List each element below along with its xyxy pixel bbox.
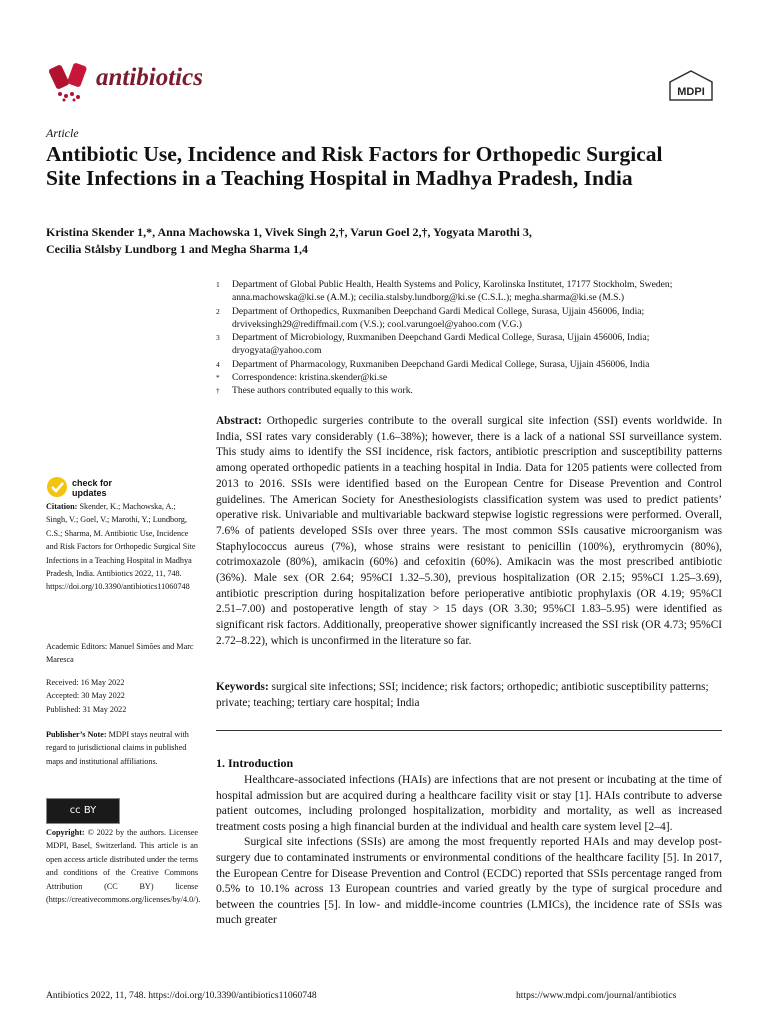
keywords-label: Keywords: <box>216 681 269 693</box>
mdpi-logo-icon <box>668 70 714 102</box>
article-type: Article <box>46 126 79 140</box>
abstract-text: Orthopedic surgeries contribute to the overall surgical site infection (SSI) events worldwide. In India, SSI rates vary considerably (1.6–38%); however, there is a lack of a national SSI surveillance system. This study aims to identify the SSI incidence, risk factors, antibiotic prescription and susceptibility patterns among operated orthopedic patients in a teaching hospital in India. Data for 1205 patients were collected from 2013 to 2016. SSIs were identified based on the European Centre for Disease Prevention and Control guidelines. The American Society for Anesthesiologists classification system was used to predict patients’ operative risk. Univariable and multivariable backward stepwise logistic regressions were performed. Overall, 7.6% of patients developed SSIs over three years. The most common SSIs causative microorganism was Staphylococcus aureus (7%), whose strains were resistant to penicillin (100%), erythromycin (80%), cotrimoxazole (80%), amikacin (60%) and cefoxitin (60%). Amikacin was the most prescribed antibiotic (36%). Male sex (OR 2.64; 95%CI 1.32–5.30), previous hospitalization (OR 2.15; 95%CI 1.25–3.69), antibiotic prescription during hospitalization before perioperative antibiotic prophylaxis (OR 4.19; 95%CI 2.51–7.00) and postoperative length of stay > 15 days (OR 3.30; 95%CI 1.83–5.95) were identified as significant risk factors. Additionally, preoperative shower significantly increased the SSI risk (OR 4.73; 95%CI 2.72–8.22), which is unconfirmed in the literature so far. <box>216 415 722 647</box>
affiliation-item: * Correspondence: kristina.skender@ki.se <box>216 372 388 384</box>
author-line-2: Cecilia Stålsby Lundborg 1 and Megha Sharma 1,4 <box>46 242 309 256</box>
check-updates-label: check for updates <box>72 478 113 498</box>
section-heading-introduction: 1. Introduction <box>216 756 294 770</box>
mdpi-logo-text: MDPI <box>677 86 705 98</box>
journal-logo-icon <box>46 60 92 104</box>
footer-citation: Antibiotics 2022, 11, 748. https://doi.org/10.3390/antibiotics11060748 <box>46 990 317 1001</box>
journal-name: antibiotics <box>96 64 203 91</box>
received-date: Received: 16 May 2022 <box>46 678 125 687</box>
intro-paragraph-2: Surgical site infections (SSIs) are among the most frequently reported HAIs and may develop post-surgery due to contaminated instruments or environmental conditions of the healthcare facility [5]. In 2017, the European Centre for Disease Prevention and Control (ECDC) reported that SSIs percentage ranged from 0.5% to 10.1% across 13 European countries and varied greatly by the type of surgical procedure and between the countries [5]. In low- and middle-income countries (LMICs), the incidence rate of SSIs was much greater <box>216 835 722 927</box>
affiliations <box>216 278 726 398</box>
keywords <box>216 680 722 711</box>
accepted-date: Accepted: 30 May 2022 <box>46 691 125 701</box>
publisher-note: Publisher’s Note: MDPI stays neutral with regard to jurisdictional claims in published maps and institutional affiliations. <box>46 730 189 766</box>
copyright-block: Copyright: © 2022 by the authors. Licensee MDPI, Basel, Switzerland. This article is an open access article distributed under the terms and conditions of the Creative Commons Attribution (CC BY) license (https://creativecommons.org/licenses/by/4.0/). <box>46 828 201 905</box>
introduction-body <box>216 772 722 928</box>
dates <box>46 676 198 716</box>
published-date: Published: 31 May 2022 <box>46 704 127 714</box>
affiliation-item: 1 Department of Global Public Health, Health Systems and Policy, Karolinska Institutet, 17177 Stockholm, Sweden; anna.machowska@ki.se (A.M.); cecilia.stalsby.lundborg@ki.se (C.S.L.); megha.sharma@ki.se (M.S.) <box>216 279 673 304</box>
abstract-label: Abstract: <box>216 415 262 427</box>
abstract <box>216 414 722 650</box>
footer-journal-url[interactable]: https://www.mdpi.com/journal/antibiotics <box>516 990 677 1001</box>
affiliation-item: 3 Department of Microbiology, Ruxmaniben Deepchand Gardi Medical College, Surasa, Ujjain 456006, India; dryogyata@yahoo.com <box>216 332 650 357</box>
affiliation-item: † These authors contributed equally to this work. <box>216 385 413 397</box>
affiliation-item: 4 Department of Pharmacology, Ruxmaniben Deepchand Gardi Medical College, Surasa, Ujjain 456006, India <box>216 358 650 370</box>
keywords-text: surgical site infections; SSI; incidence; risk factors; orthopedic; antibiotic susceptibility patterns; private; teaching; tertiary care hospital; India <box>216 681 709 709</box>
section-divider <box>216 730 722 731</box>
citation-text: Skender, K.; Machowska, A.; Singh, V.; Goel, V.; Marothi, Y.; Lundborg, C.S.; Sharma, M. Antibiotic Use, Incidence and Risk Factors for Orthopedic Surgical Site Infections in a Teaching Hospital in Madhya Pradesh, India. Antibiotics 2022, 11, 748. https://doi.org/10.3390/antibiotics11060748 <box>46 502 196 592</box>
author-list <box>46 224 726 258</box>
check-updates-icon <box>46 476 68 498</box>
cc-by-license-icon[interactable]: cc BY <box>46 798 120 824</box>
academic-editors: Academic Editors: Manuel Simões and Marc Maresca <box>46 642 194 665</box>
affiliation-item: 2 Department of Orthopedics, Ruxmaniben Deepchand Gardi Medical College, Surasa, Ujjain 456006, India; drviveksingh29@rediffmail.com (V.S.); cool.varungoel@yahoo.com (V.G.) <box>216 305 645 330</box>
intro-paragraph-1: Healthcare-associated infections (HAIs) are infections that are not present or incubating at the time of hospital admission but are acquired during a healthcare facility visit or stay [1]. HAIs contribute to adverse patient outcomes, including prolonged hospitalization, morbidity and mortality, as well as increased treatment costs posing a high financial burden at the individual and health care system level [2–4]. <box>216 773 722 833</box>
article-title: Antibiotic Use, Incidence and Risk Factors for Orthopedic Surgical Site Infections in a Teaching Hospital in Madhya Pradesh, India <box>46 142 663 190</box>
citation-block: Citation: Skender, K.; Machowska, A.; Singh, V.; Goel, V.; Marothi, Y.; Lundborg, C.S.; Sharma, M. Antibiotic Use, Incidence and Risk Factors for Orthopedic Surgical Site Infections in a Teaching Hospital in Madhya Pradesh, India. Antibiotics 2022, 11, 748. https://doi.org/10.3390/antibiotics11060748 <box>46 502 196 592</box>
author-line-1: Kristina Skender 1,*, Anna Machowska 1, Vivek Singh 2,†, Varun Goel 2,†, Yogyata Marothi 3, <box>46 225 532 239</box>
check-for-updates-badge[interactable] <box>46 476 166 500</box>
